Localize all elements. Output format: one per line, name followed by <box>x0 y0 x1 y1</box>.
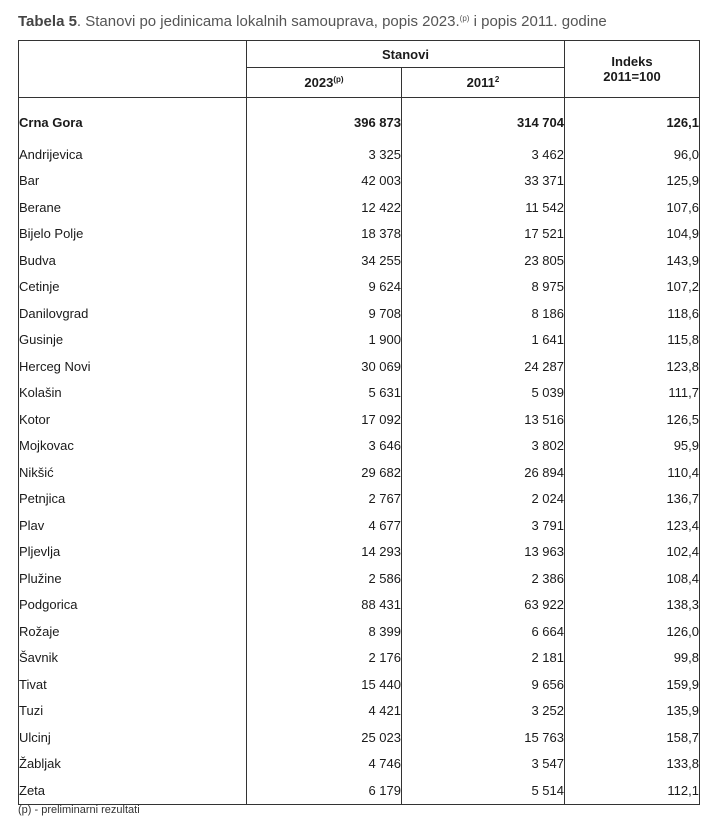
row-index: 99,8 <box>565 645 700 672</box>
row-2011: 17 521 <box>402 221 565 248</box>
row-2011: 3 802 <box>402 433 565 460</box>
row-2023: 14 293 <box>247 539 402 566</box>
row-name: Pljevlja <box>19 539 247 566</box>
row-index: 158,7 <box>565 724 700 751</box>
header-group-stanovi: Stanovi <box>247 41 565 68</box>
row-2011: 2 386 <box>402 565 565 592</box>
row-2023: 2 767 <box>247 486 402 513</box>
row-name: Andrijevica <box>19 141 247 168</box>
row-name: Cetinje <box>19 274 247 301</box>
row-name: Rožaje <box>19 618 247 645</box>
row-name: Šavnik <box>19 645 247 672</box>
row-2011: 5 514 <box>402 777 565 804</box>
row-2023: 88 431 <box>247 592 402 619</box>
row-2023: 4 677 <box>247 512 402 539</box>
row-name: Budva <box>19 247 247 274</box>
table-row <box>19 247 700 274</box>
row-name: Žabljak <box>19 751 247 778</box>
row-2023: 2 176 <box>247 645 402 672</box>
row-2023: 2 586 <box>247 565 402 592</box>
row-name: Plav <box>19 512 247 539</box>
row-index: 107,2 <box>565 274 700 301</box>
row-index: 108,4 <box>565 565 700 592</box>
row-2011: 2 024 <box>402 486 565 513</box>
row-2023: 1 900 <box>247 327 402 354</box>
row-2023: 15 440 <box>247 671 402 698</box>
table-row <box>19 645 700 672</box>
row-2011: 3 462 <box>402 141 565 168</box>
row-2023: 4 421 <box>247 698 402 725</box>
table-row <box>19 486 700 513</box>
row-2023: 3 646 <box>247 433 402 460</box>
row-2011: 24 287 <box>402 353 565 380</box>
row-name: Ulcinj <box>19 724 247 751</box>
header-2011-label: 2011 <box>466 75 495 90</box>
row-index: 107,6 <box>565 194 700 221</box>
row-2011: 26 894 <box>402 459 565 486</box>
row-2011: 13 963 <box>402 539 565 566</box>
table-row <box>19 274 700 301</box>
row-2011: 6 664 <box>402 618 565 645</box>
row-2011: 13 516 <box>402 406 565 433</box>
row-2023: 18 378 <box>247 221 402 248</box>
table-row <box>19 353 700 380</box>
table-caption <box>18 13 607 30</box>
row-name: Bijelo Polje <box>19 221 247 248</box>
row-index: 118,6 <box>565 300 700 327</box>
row-index: 104,9 <box>565 221 700 248</box>
row-2011: 33 371 <box>402 168 565 195</box>
table-row <box>19 671 700 698</box>
row-name: Danilovgrad <box>19 300 247 327</box>
table-row <box>19 565 700 592</box>
row-index: 159,9 <box>565 671 700 698</box>
table-row <box>19 141 700 168</box>
row-name: Berane <box>19 194 247 221</box>
table-row <box>19 221 700 248</box>
header-index <box>565 41 700 98</box>
row-index: 135,9 <box>565 698 700 725</box>
row-2023: 9 708 <box>247 300 402 327</box>
table-row <box>19 539 700 566</box>
table-row <box>19 751 700 778</box>
row-index: 112,1 <box>565 777 700 804</box>
table-row <box>19 168 700 195</box>
table-body <box>19 98 700 805</box>
row-index: 123,4 <box>565 512 700 539</box>
table-row <box>19 592 700 619</box>
row-2023: 396 873 <box>247 103 402 141</box>
row-index: 126,1 <box>565 103 700 141</box>
row-index: 133,8 <box>565 751 700 778</box>
row-2023: 8 399 <box>247 618 402 645</box>
row-name: Podgorica <box>19 592 247 619</box>
header-2023 <box>247 68 402 98</box>
row-2011: 3 547 <box>402 751 565 778</box>
row-2011: 8 186 <box>402 300 565 327</box>
table-row <box>19 724 700 751</box>
row-name: Zeta <box>19 777 247 804</box>
row-index: 138,3 <box>565 592 700 619</box>
row-2023: 12 422 <box>247 194 402 221</box>
row-index: 102,4 <box>565 539 700 566</box>
row-2011: 2 181 <box>402 645 565 672</box>
row-index: 123,8 <box>565 353 700 380</box>
row-2023: 9 624 <box>247 274 402 301</box>
row-2023: 6 179 <box>247 777 402 804</box>
row-name: Bar <box>19 168 247 195</box>
table-row <box>19 777 700 804</box>
row-index: 115,8 <box>565 327 700 354</box>
row-index: 111,7 <box>565 380 700 407</box>
footnote: (p) - preliminarni rezultati <box>18 804 140 816</box>
table-row <box>19 406 700 433</box>
row-name: Tivat <box>19 671 247 698</box>
header-index-line1: Indeks <box>611 54 653 69</box>
row-2023: 17 092 <box>247 406 402 433</box>
table-row <box>19 698 700 725</box>
row-name: Crna Gora <box>19 103 247 141</box>
row-name: Kolašin <box>19 380 247 407</box>
table-row-total <box>19 103 700 141</box>
row-2023: 25 023 <box>247 724 402 751</box>
row-index: 95,9 <box>565 433 700 460</box>
row-2011: 8 975 <box>402 274 565 301</box>
table-row <box>19 300 700 327</box>
row-2011: 63 922 <box>402 592 565 619</box>
row-2011: 5 039 <box>402 380 565 407</box>
row-name: Mojkovac <box>19 433 247 460</box>
header-2023-sup: (p) <box>333 75 344 84</box>
row-index: 126,0 <box>565 618 700 645</box>
caption-label: Tabela 5 <box>18 13 77 30</box>
table-row <box>19 433 700 460</box>
table-row <box>19 327 700 354</box>
table-row <box>19 618 700 645</box>
table-row <box>19 194 700 221</box>
housing-table <box>18 40 700 805</box>
caption-text: . Stanovi po jedinicama lokalnih samouprava, popis 2023. <box>76 13 460 30</box>
row-name: Nikšić <box>19 459 247 486</box>
row-2023: 30 069 <box>247 353 402 380</box>
row-name: Plužine <box>19 565 247 592</box>
row-2011: 15 763 <box>402 724 565 751</box>
row-name: Kotor <box>19 406 247 433</box>
row-2011: 3 252 <box>402 698 565 725</box>
header-name-cell <box>19 41 247 98</box>
row-2023: 29 682 <box>247 459 402 486</box>
row-name: Petnjica <box>19 486 247 513</box>
row-2011: 314 704 <box>402 103 565 141</box>
row-2011: 3 791 <box>402 512 565 539</box>
row-2023: 4 746 <box>247 751 402 778</box>
row-name: Gusinje <box>19 327 247 354</box>
row-2023: 42 003 <box>247 168 402 195</box>
header-index-line2: 2011=100 <box>603 69 661 84</box>
header-2011-sup: 2 <box>494 75 500 84</box>
table-row <box>19 380 700 407</box>
table-row <box>19 459 700 486</box>
row-2023: 34 255 <box>247 247 402 274</box>
header-2011 <box>402 68 565 98</box>
row-index: 125,9 <box>565 168 700 195</box>
row-index: 110,4 <box>565 459 700 486</box>
header-2023-label: 2023 <box>304 75 334 90</box>
row-2011: 9 656 <box>402 671 565 698</box>
row-2011: 1 641 <box>402 327 565 354</box>
row-2023: 3 325 <box>247 141 402 168</box>
row-name: Tuzi <box>19 698 247 725</box>
row-index: 126,5 <box>565 406 700 433</box>
row-2011: 11 542 <box>402 194 565 221</box>
row-index: 136,7 <box>565 486 700 513</box>
caption-tail: i popis 2011. godine <box>469 13 607 30</box>
row-index: 143,9 <box>565 247 700 274</box>
row-2023: 5 631 <box>247 380 402 407</box>
row-index: 96,0 <box>565 141 700 168</box>
table-row <box>19 512 700 539</box>
row-name: Herceg Novi <box>19 353 247 380</box>
row-2011: 23 805 <box>402 247 565 274</box>
caption-sup: (p) <box>459 14 470 23</box>
